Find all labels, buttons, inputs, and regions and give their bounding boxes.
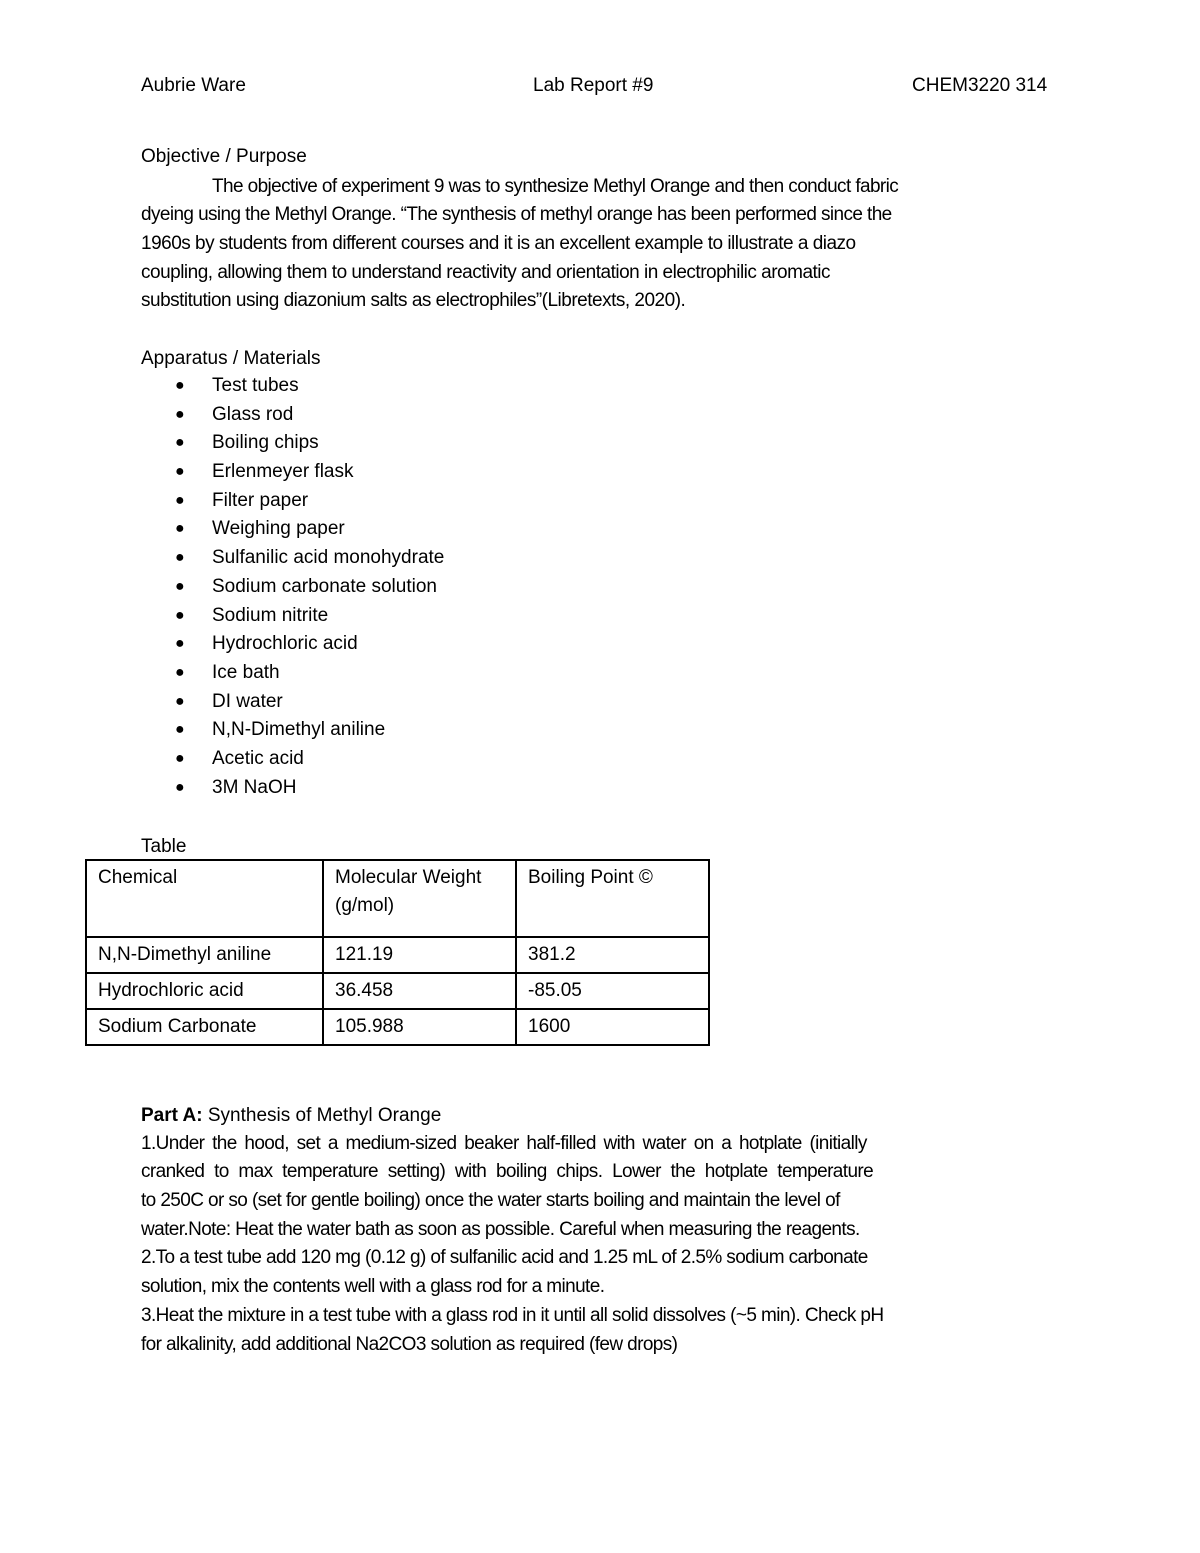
step-line: 2.To a test tube add 120 mg (0.12 g) of sulfanilic acid and 1.25 mL of 2.5% sodium carbonate [141,1247,868,1268]
objective-line: substitution using diazonium salts as electrophiles”(Libretexts, 2020). [141,290,686,311]
step-line: water.Note: Heat the water bath as soon as possible. Careful when measuring the reagents. [141,1219,860,1240]
bullet-icon: ● [175,721,185,739]
bullet-icon: ● [175,577,185,595]
bullet-icon: ● [175,463,185,481]
objective-line: dyeing using the Methyl Orange. “The synthesis of methyl orange has been performed since the [141,204,892,225]
step-line: 1.Under the hood, set a medium-sized beaker half-filled with water on a hotplate (initially [141,1133,867,1154]
objective-line: 1960s by students from different courses and it is an excellent example to illustrate a diazo [141,233,856,254]
bullet-icon: ● [175,692,185,710]
bullet-icon: ● [175,491,185,509]
list-item [141,487,444,516]
part-a-title: Synthesis of Methyl Orange [202,1105,442,1126]
list-item-label: Glass rod [212,403,294,425]
part-a-label: Part A: [141,1105,203,1126]
bullet-icon: ● [175,434,185,452]
list-item [141,401,444,430]
step-line: to 250C or so (set for gentle boiling) once the water starts boiling and maintain the level of [141,1190,840,1211]
list-item [141,774,444,803]
bullet-icon: ● [175,663,185,681]
list-item [141,602,444,631]
list-item-label: Sodium carbonate solution [212,575,437,597]
chemical-table [85,859,710,1046]
bullet-icon: ● [175,749,185,767]
list-item-label: Sulfanilic acid monohydrate [212,547,445,569]
list-item-label: Boiling chips [212,432,319,454]
step-line: cranked to max temperature setting) with boiling chips. Lower the hotplate temperature [141,1161,874,1182]
table-cell: Hydrochloric acid [86,973,323,1009]
table-cell: N,N-Dimethyl aniline [86,937,323,973]
list-item-label: DI water [212,690,283,712]
table-cell: 36.458 [323,973,516,1009]
bullet-icon: ● [175,778,185,796]
list-item [141,544,444,573]
header-cell: Chemical [86,860,323,937]
table-cell: -85.05 [516,973,709,1009]
table-cell: 1600 [516,1009,709,1045]
table-cell: Sodium Carbonate [86,1009,323,1045]
list-item [141,716,444,745]
bullet-icon: ● [175,606,185,624]
bullet-icon: ● [175,549,185,567]
list-item-label: Acetic acid [212,747,304,769]
list-item [141,659,444,688]
objective-line: The objective of experiment 9 was to synthesize Methyl Orange and then conduct fabric [212,176,899,197]
step-line: for alkalinity, add additional Na2CO3 solution as required (few drops) [141,1334,678,1355]
header-title: Lab Report #9 [533,75,654,96]
table-row [86,1009,709,1045]
materials-list [141,372,444,802]
header-cell: Boiling Point © [516,860,709,937]
objective-line: coupling, allowing them to understand reactivity and orientation in electrophilic aromatic [141,262,831,283]
list-item [141,630,444,659]
list-item-label: Ice bath [212,661,280,683]
list-item [141,458,444,487]
list-item-label: Filter paper [212,489,309,511]
table-cell: 381.2 [516,937,709,973]
step-line: 3.Heat the mixture in a test tube with a glass rod in it until all solid dissolves (~5 min). Check pH [141,1305,884,1326]
list-item [141,515,444,544]
table-row [86,937,709,973]
bullet-icon: ● [175,377,185,394]
step-line: solution, mix the contents well with a glass rod for a minute. [141,1276,605,1297]
list-item-label: Sodium nitrite [212,604,329,626]
table-header-row [86,860,709,937]
table-cell: 105.988 [323,1009,516,1045]
objective-heading: Objective / Purpose [141,146,307,167]
bullet-icon: ● [175,520,185,538]
list-item-label: Test tubes [212,375,299,396]
header-course: CHEM3220 314 [912,75,1048,96]
list-item [141,688,444,717]
list-item-label: Erlenmeyer flask [212,461,354,483]
list-item-label: 3M NaOH [212,776,297,798]
header-author: Aubrie Ware [141,75,246,96]
list-item [141,429,444,458]
table-row [86,973,709,1009]
list-item [141,573,444,602]
list-item-label: Hydrochloric acid [212,633,358,655]
list-item [141,372,444,401]
list-item-label: N,N-Dimethyl aniline [212,719,386,741]
part-a-heading [141,1101,441,1130]
table-label: Table [141,836,187,857]
list-item [141,745,444,774]
table-cell: 121.19 [323,937,516,973]
bullet-icon: ● [175,635,185,653]
list-item-label: Weighing paper [212,518,345,540]
apparatus-heading: Apparatus / Materials [141,348,321,369]
bullet-icon: ● [175,405,185,423]
header-cell: Molecular Weight (g/mol) [323,860,516,937]
